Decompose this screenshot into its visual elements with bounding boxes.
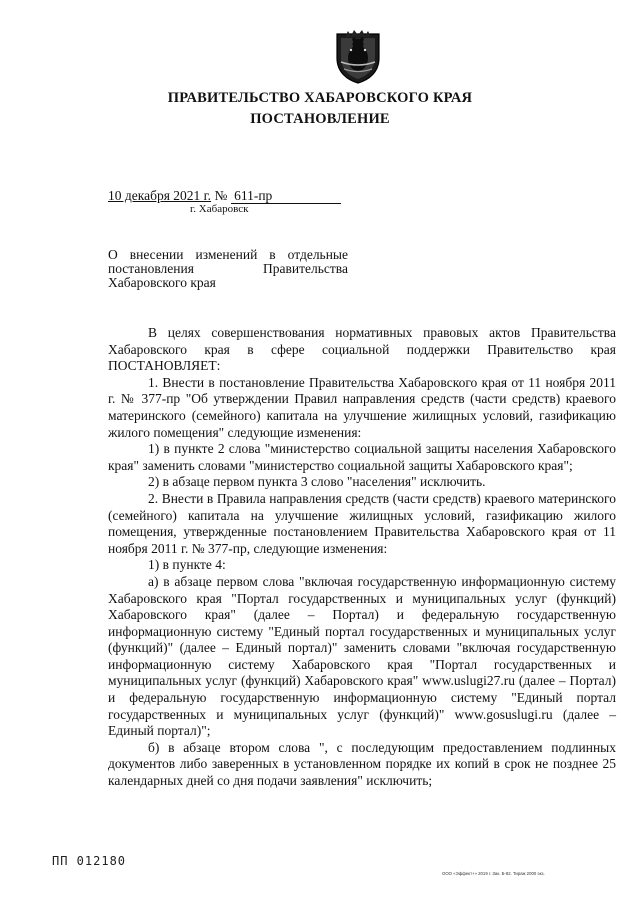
subject-line-3: Хабаровского края xyxy=(108,275,216,290)
clause-1-paragraph: 1. Внести в постановление Правительства Хабаровского края от 11 ноября 2011 г. № 377-пр "Об утверждении Правил направления средств (части средств) краевого материнского (семейного) капитала на улучшение жилищных условий, газификацию жилого помещения" следующие изменения: xyxy=(108,374,616,440)
document-date: 10 декабря 2021 г. xyxy=(108,188,212,203)
coat-of-arms-emblem xyxy=(331,28,385,84)
document-subject xyxy=(108,248,348,290)
document-type: ПОСТАНОВЛЕНИЕ xyxy=(250,111,390,127)
clause-1-item-1: 1) в пункте 2 слова "министерство социальной защиты населения Хабаровского края" заменить словами "министерство социальной защиты Хабаровского края"; xyxy=(108,441,616,473)
clause-2-item-1: 1) в пункте 4: xyxy=(148,557,226,573)
clause-1-item-2: 2) в абзаце первом пункта 3 слово "населения" исключить. xyxy=(148,474,486,490)
subject-line-2: постановления Правительства xyxy=(108,261,348,276)
document-body xyxy=(108,325,616,790)
subject-line-1: О внесении изменений в отдельные xyxy=(108,247,348,262)
form-serial-code: ПП 012180 xyxy=(52,854,127,868)
document-city: г. Хабаровск xyxy=(190,203,249,215)
date-number-line xyxy=(108,188,341,204)
document-number-text: 611-пр xyxy=(234,188,273,203)
clause-2-paragraph: 2. Внести в Правила направления средств (части средств) краевого материнского (семейного) капитала на улучшение жилищных условий, газификацию жилого помещения, утвержденные постановлением Правительства Хабаровского края от 11 ноября 2011 г. № 377-пр, следующие изменения: xyxy=(108,490,616,556)
document-number xyxy=(231,189,341,204)
government-title: ПРАВИТЕЛЬСТВО ХАБАРОВСКОГО КРАЯ xyxy=(167,90,473,106)
preamble-paragraph: В целях совершенствования нормативных правовых актов Правительства Хабаровского края в сфере социальной поддержки Правительство края ПОСТАНОВЛЯЕТ: xyxy=(108,325,616,374)
clause-2-item-1-a: а) в абзаце первом слова "включая государственную информационную систему Хабаровского края "Портал государственных и муниципальных услуг (функций) Хабаровского края" (далее – Портал) и федеральную государственную информационную систему "Единый портал государственных и муниципальных услуг (функций)" (далее – Единый портал)" заменить словами "включая государственную информационную систему Хабаровского края "Портал государственных и муниципальных услуг (функций) Хабаровского края" www.uslugi27.ru (далее – Портал) и федеральную государственную информационную систему "Единый портал государственных и муниципальных услуг (функций)" www.gosuslugi.ru (далее – Единый портал)"; xyxy=(108,573,616,739)
number-sign: № xyxy=(214,188,228,203)
printer-imprint: ООО «Эффект+» 2019 г. Зак. Б-82. Тираж 2000 экз. xyxy=(442,871,545,876)
clause-2-item-1-b: б) в абзаце втором слова ", с последующим предоставлением подлинных документов либо заверенных в установленном порядке их копий в срок не позднее 25 календарных дней со дня подачи заявления" исключить; xyxy=(108,739,616,789)
